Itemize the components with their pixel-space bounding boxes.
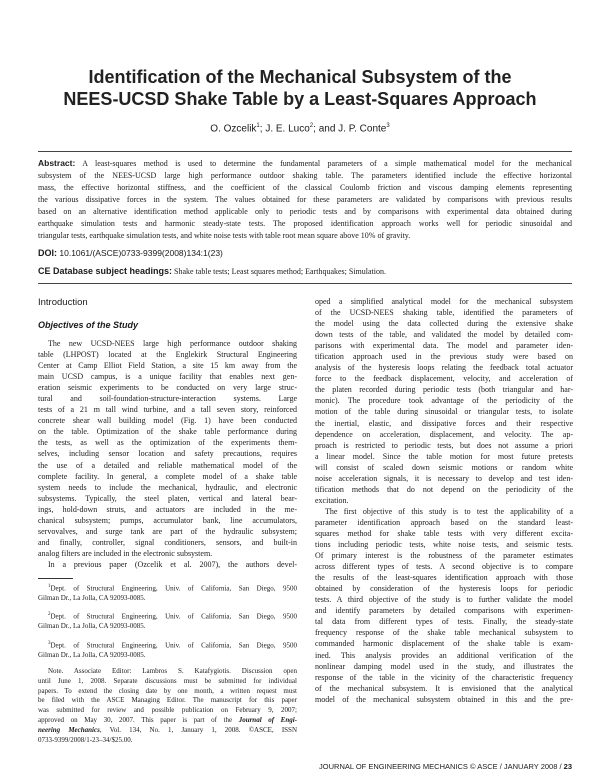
body-text-line: across different types of tests. A second objective is to compare — [315, 562, 573, 572]
page-footer — [319, 762, 572, 771]
body-text-line: and finally, controller, signal conditioners, sensors, and built-in — [38, 537, 297, 547]
abstract-line: the various dissipative forces in the system. The values obtained for these parameters are validated by comparisons with previous results — [38, 195, 572, 204]
note-line: Note. Associate Editor: Lambros S. Katafygiotis. Discussion open — [48, 667, 297, 675]
left-column-body — [38, 338, 297, 570]
body-text-line: subsystems. Typically, the steel platen, vertical and lateral bear- — [38, 493, 297, 503]
ce-headings-label: CE Database subject headings: — [38, 266, 173, 276]
body-text-line: frequency response of the shake table mechanical subsystem to — [315, 628, 573, 638]
title-line-2: NEES-UCSD Shake Table by a Least-Squares Approach — [63, 89, 537, 109]
body-text-line: tal data from different types of tests. Finally, the steady-state — [315, 617, 573, 627]
page-number: 23 — [563, 762, 572, 771]
section-heading-introduction: Introduction — [38, 297, 88, 308]
body-text-line: nonlinear damping model used in the study, and illustrates the — [315, 661, 573, 671]
abstract-top-rule — [38, 151, 572, 152]
body-text-line: noise acceleration signals, it is necessary to develop and test iden- — [315, 473, 573, 483]
footnote-3 — [38, 639, 297, 661]
author-1-affil: 1 — [256, 123, 260, 129]
header-bottom-rule — [38, 283, 572, 284]
body-text-line: motion of the table during sinusoidal or triangular tests, to isolate — [315, 407, 573, 417]
body-text-line: model of the mechanical subsystem obtained in this and the pre- — [315, 694, 573, 704]
body-text-line: the tests, as well as the optimization of the experiments them- — [38, 438, 297, 448]
footnote-rule — [38, 578, 73, 579]
author-2: J. E. Luco — [265, 123, 310, 135]
abstract-line: based on an alternative identification method applicable only to periodic tests and by comparisons with experimental data obtained during — [38, 207, 572, 216]
abstract-line: Abstract: A least-squares method is used to determine the fundamental parameters of a simple mathematical model for the mechanical — [38, 158, 573, 168]
body-text-line: Of primary interest is the robustness of the parameter estimates — [315, 551, 573, 561]
body-text-line: monic). The procedure took advantage of the periodicity of the — [315, 396, 573, 406]
author-3: and J. P. Conte — [318, 123, 387, 135]
footnote-1 — [38, 582, 297, 604]
body-text-line: the inertial, elastic, and dissipative forces and their respective — [315, 418, 573, 428]
title-line-1: Identification of the Mechanical Subsystem of the — [88, 67, 512, 87]
body-text-line: selves, including sensor location and safety precautions, requires — [38, 449, 297, 459]
body-text-line: system needs to include the mechanical, hydraulic, and electronic — [38, 482, 297, 492]
body-text-line: tions including periodic tests, white noise tests, and seismic tests. — [315, 540, 573, 550]
body-text-line: of the UCSD-NEES shaking table, identified the parameters of — [315, 308, 573, 318]
body-text-line: tests. A third objective of the study is to further validate the model — [315, 595, 573, 605]
footnote-line: $^2$Dept. of Structural Engineering, Univ. of California, San Diego, 9500 — [48, 612, 297, 621]
body-text-line: analog filters are included in the electronic subsystem. — [38, 548, 213, 558]
abstract-line: mass, the effective horizontal stiffness, and the coefficient of the classical Coulomb friction and viscous damping elements representing — [38, 183, 572, 192]
body-text-line: the model using the data collected during the extensive shake — [315, 319, 573, 329]
body-text-line: the platen recorded during periodic tests (both triangular and har- — [315, 385, 573, 395]
body-text-line: servovalves, and surge tank are part of the hydraulic subsystem; — [38, 526, 297, 536]
abstract — [38, 157, 572, 242]
body-text-line: on the table. Optimization of the shake table performance during — [38, 427, 297, 437]
note-line: papers. To extend the closing date by one month, a written request must — [38, 686, 297, 695]
footer-journal: JOURNAL OF ENGINEERING MECHANICS © ASCE / JANUARY 2008 / — [319, 762, 562, 771]
body-text-line: proach is restricted to periodic tests, but does not assume a priori — [315, 440, 573, 450]
note-line: be filed with the ASCE Managing Editor. The manuscript for this paper — [38, 696, 297, 705]
body-text-line: main UCSD campus, is a unique facility that enables next gen- — [38, 372, 297, 382]
body-text-line: In a previous paper (Ozcelik et al. 2007), the authors devel- — [48, 559, 297, 569]
body-text-line: oped a simplified analytical model for the mechanical subsystem — [315, 297, 573, 306]
body-text-line: the use of a detailed and reliable mathematical model of the — [38, 460, 297, 470]
footnote-line: $^1$Dept. of Structural Engineering, Univ. of California, San Diego, 9500 — [48, 584, 297, 593]
body-text-line: The new UCSD-NEES large high performance outdoor shaking — [48, 339, 297, 348]
note-line: was submitted for review and possible publication on February 9, 2007; — [38, 706, 297, 715]
right-column-body — [315, 296, 573, 705]
footnote-line: Gilman Dr., La Jolla, CA 92093-0085. — [38, 593, 146, 602]
body-text-line: tests of a 21 m tall wind turbine, and a tall seven story, reinforced — [38, 405, 297, 415]
body-text-line: Center at Camp Elliot Field Station, a site 15 km away from the — [38, 361, 297, 371]
body-text-line: concrete shear wall building model (Fig. 1) have been conducted — [38, 416, 297, 426]
body-text-line: commanded harmonic displacement of the shake table is exam- — [315, 639, 573, 649]
author-1: O. Ozcelik — [210, 123, 257, 135]
body-text-line: parisons with experimental data. The model and parameter iden- — [315, 341, 573, 351]
body-text-line: tification approach used in the previous study were based on — [315, 352, 573, 362]
note-line: until June 1, 2008. Separate discussions must be submitted for individual — [38, 676, 297, 685]
body-text-line: complete facility. In general, a complete model of a shake table — [38, 471, 297, 481]
body-text-line: of the mechanical subsystem. It is envisioned that the analytical — [315, 683, 573, 693]
body-text-line: obtained by consideration of the hysteresis loops for periodic — [315, 584, 573, 594]
body-text-line: force to the feedback displacement, velocity, and acceleration of — [315, 374, 573, 384]
body-text-line: response of the table in the vicinity of the characteristic frequency — [315, 672, 573, 682]
body-text-line: The first objective of this study is to test the applicability of a — [325, 506, 573, 516]
note-line: approved on May 30, 2007. This paper is part of the Journal of Engi- — [38, 715, 297, 724]
author-3-affil: 3 — [386, 123, 390, 129]
journal-name-part1: Journal of Engi- — [238, 715, 297, 724]
footnote-line: Gilman Dr., La Jolla, CA 92093-0085. — [38, 650, 146, 659]
body-text-line: table (LHPOST) located at the Englekirk Structural Engineering — [38, 350, 297, 360]
subsection-heading-objectives: Objectives of the Study — [38, 320, 139, 330]
doi-value[interactable]: 10.1061/(ASCE)0733-9399(2008)134:1(23) — [59, 248, 223, 258]
abstract-line: earthquake simulation tests and harmonic steady-state tests. The proposed identification approach works well for periodic sinusoidal and — [38, 219, 572, 228]
body-text-line: and identify parameters by detailed comparisons with experimen- — [315, 606, 573, 616]
footnote-line: Gilman Dr., La Jolla, CA 92093-0085. — [38, 621, 146, 630]
journal-name-part2: neering Mechanics — [38, 725, 100, 734]
body-text-line: excitation. — [315, 495, 349, 505]
body-text-line: will consist of scaled down seismic motions or random white — [315, 462, 573, 472]
body-text-line: a linear model. Since the table motion for most future pretests — [315, 451, 573, 461]
doi — [38, 248, 223, 258]
body-text-line: dependence on acceleration, displacement, and velocity. The ap- — [315, 429, 573, 439]
doi-label: DOI: — [38, 248, 57, 258]
footnote-2 — [38, 610, 297, 632]
body-text-line: squares method for shake table tests with very different excita- — [315, 528, 573, 538]
ce-headings-value: Shake table tests; Least squares method; Earthquakes; Simulation. — [174, 267, 386, 276]
abstract-line: subsystem of the NEES-UCSD large high performance outdoor shaking table. The parameters identified include the effective horizontal — [38, 171, 572, 180]
body-text-line: tification methods that do not depend on the periodicity of the — [315, 484, 573, 494]
note-line: 0733-9399/2008/1-23–34/$25.00. — [38, 735, 133, 744]
body-text-line: ined. This analysis provides an additional verification of the — [315, 650, 573, 660]
body-text-line: ings, hold-down struts, and actuators are included in the me- — [38, 504, 297, 514]
body-text-line: the results of the least-squares identification approach with those — [315, 573, 573, 583]
author-list: O. Ozcelik$^1$; J. E. Luco$^2$; and J. P. Conte$^3$ — [210, 123, 390, 135]
abstract-label: Abstract: — [38, 158, 76, 168]
note-line: neering Mechanics, Vol. 134, No. 1, January 1, 2008. ©ASCE, ISSN — [38, 725, 297, 734]
author-2-affil: 2 — [309, 123, 314, 129]
editorial-note — [38, 667, 297, 745]
paper-title — [30, 66, 570, 110]
body-text-line: eration seismic experiments to be conducted on very large struc- — [38, 383, 297, 393]
ce-subject-headings — [38, 266, 386, 276]
body-text-line: chanical subsystem; pumps, accumulator bank, line accumulators, — [38, 515, 297, 525]
abstract-line: triangular tests, earthquake simulation tests, and white noise tests with table root mean square above 10% of gravity. — [38, 231, 411, 240]
footnote-line: $^3$Dept. of Structural Engineering, Univ. of California, San Diego, 9500 — [48, 641, 297, 650]
body-text-line: down tests of the table, and validated the model by detailed com- — [315, 330, 573, 340]
body-text-line: parameter identification approach based on the standard least- — [315, 517, 573, 527]
body-text-line: analysis of the hysteresis loops relating the feedback total actuator — [315, 363, 573, 373]
body-text-line: tural and soil-foundation-structure-interaction systems. Large — [38, 394, 297, 404]
